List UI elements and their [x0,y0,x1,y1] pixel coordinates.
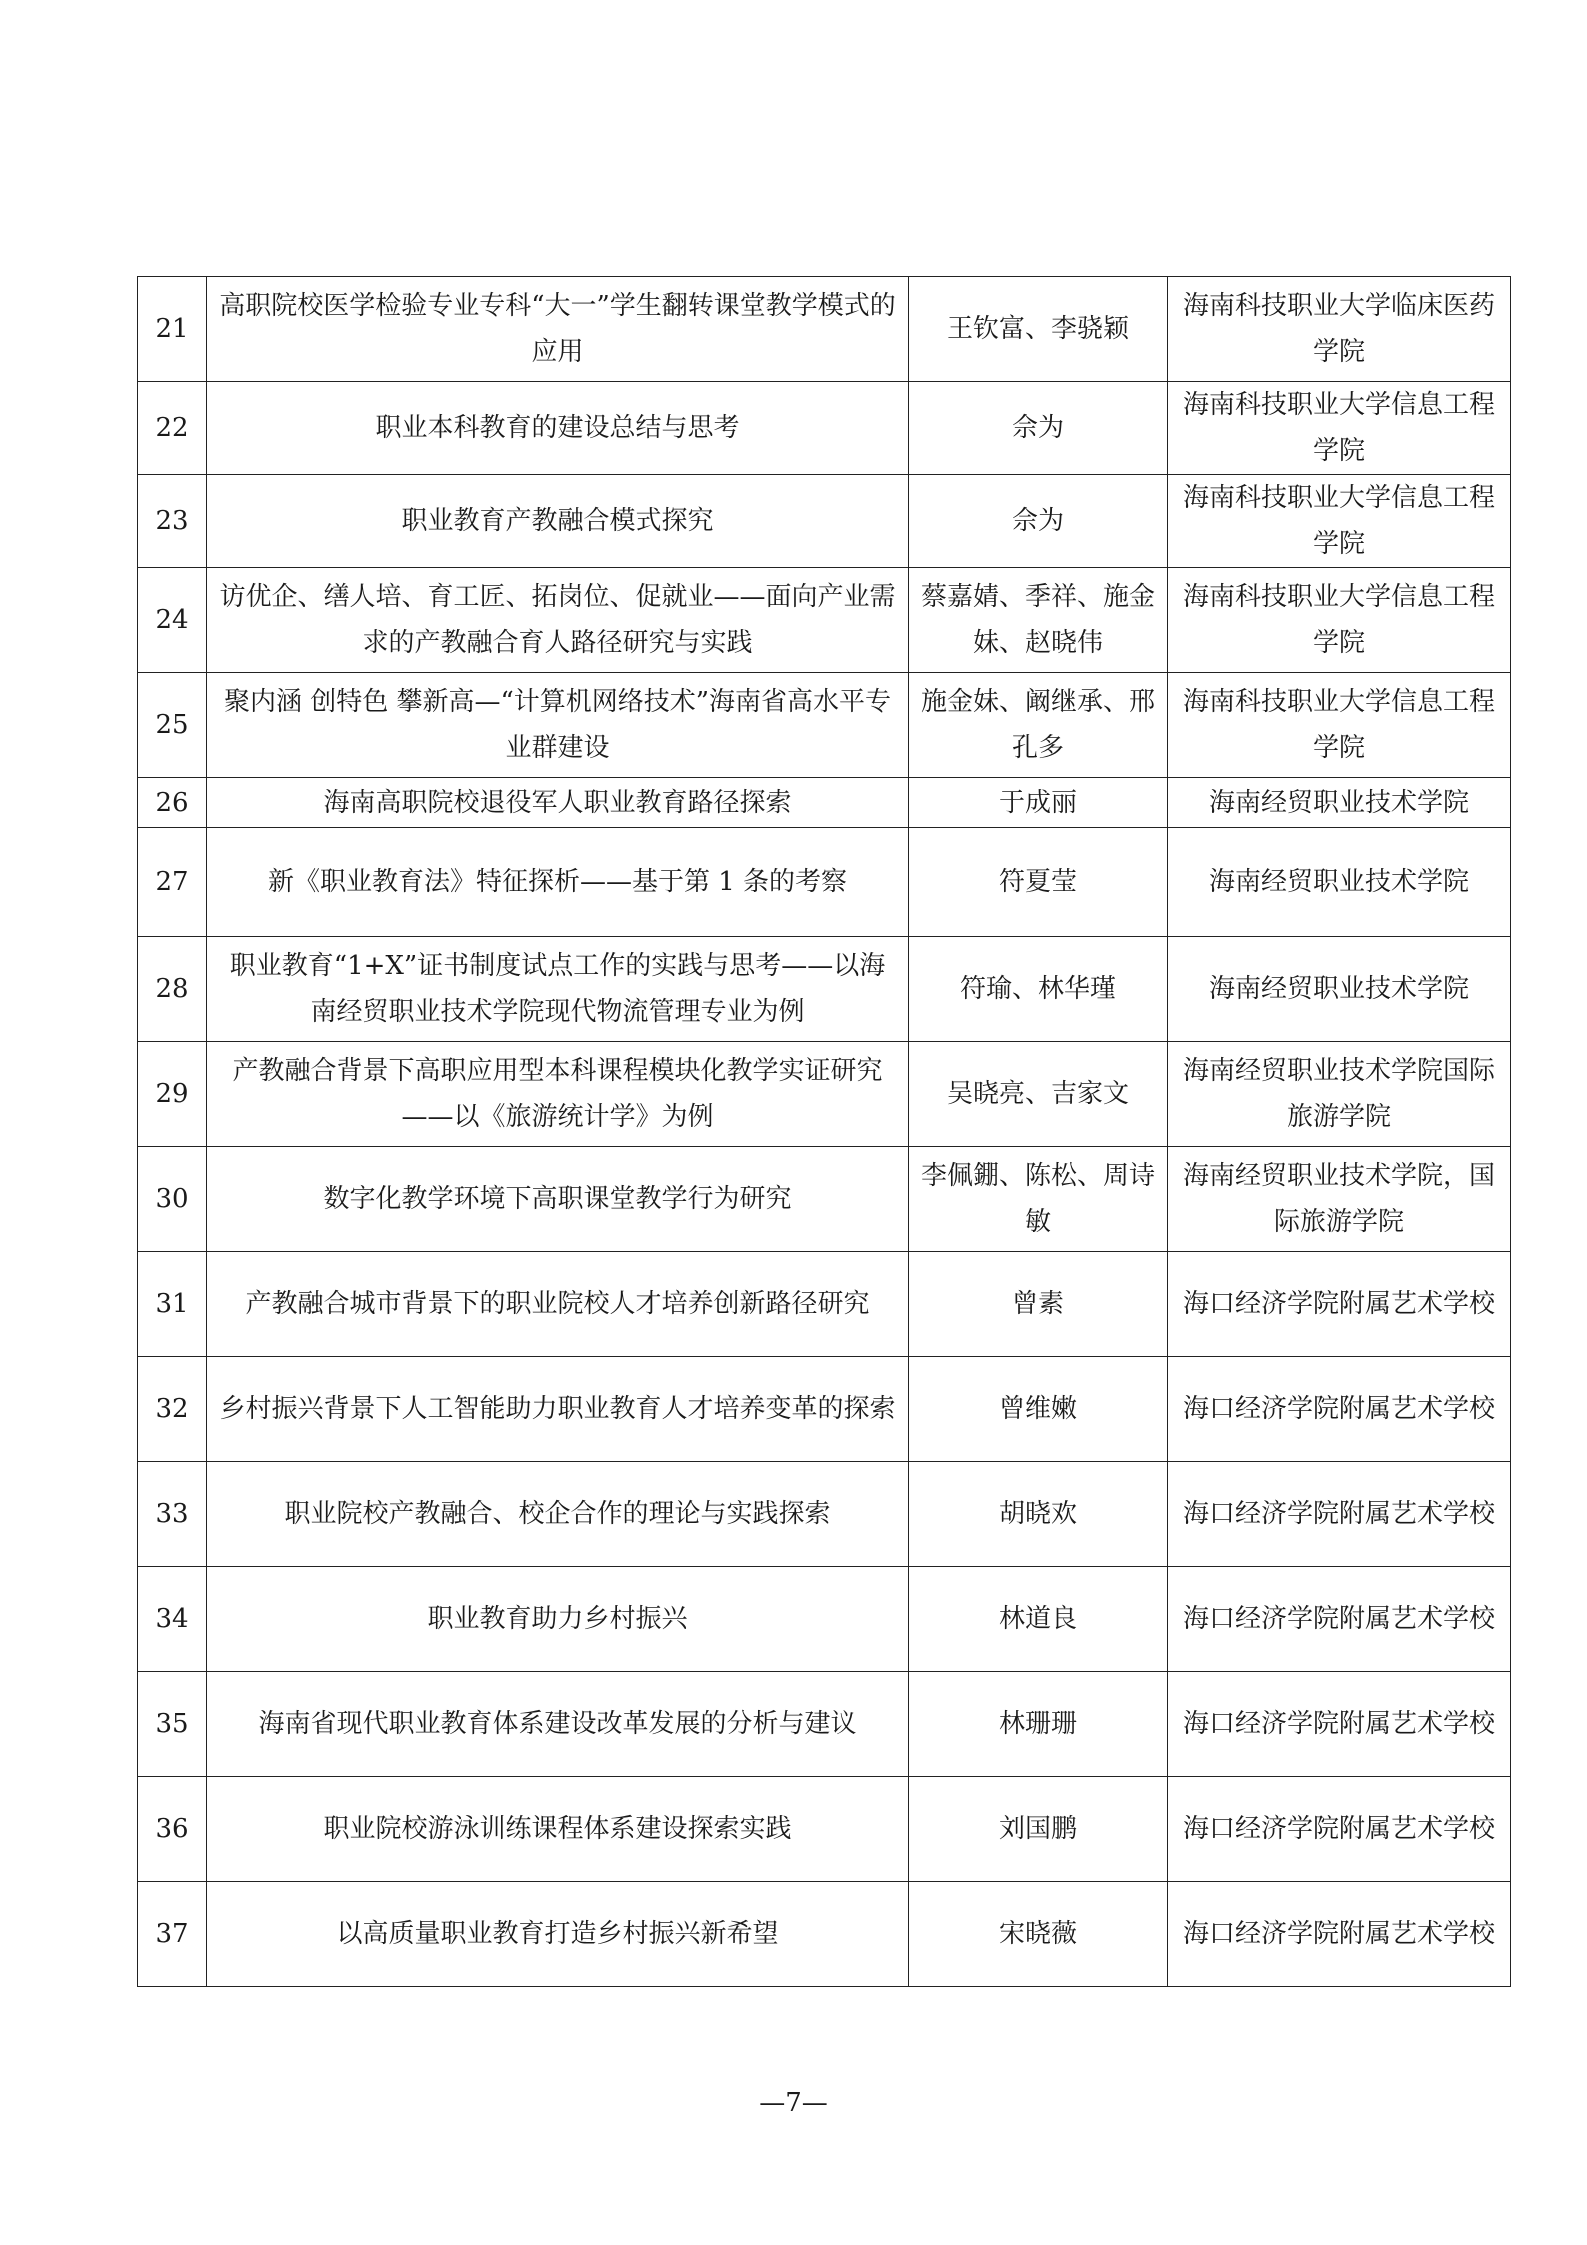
project-title: 数字化教学环境下高职课堂教学行为研究 [207,1147,909,1252]
project-unit: 海口经济学院附属艺术学校 [1168,1567,1511,1672]
table-row [138,382,1511,475]
project-title: 职业教育产教融合模式探究 [207,475,909,568]
project-title: 产教融合背景下高职应用型本科课程模块化教学实证研究——以《旅游统计学》为例 [207,1042,909,1147]
project-title: 职业院校产教融合、校企合作的理论与实践探索 [207,1462,909,1567]
project-unit: 海口经济学院附属艺术学校 [1168,1357,1511,1462]
table-row [138,1567,1511,1672]
row-number: 28 [138,937,207,1042]
table-row [138,828,1511,937]
project-unit: 海口经济学院附属艺术学校 [1168,1777,1511,1882]
row-number: 36 [138,1777,207,1882]
table-row [138,1357,1511,1462]
project-title: 聚内涵 创特色 攀新高—“计算机网络技术”海南省高水平专业群建设 [207,673,909,778]
project-title: 职业教育助力乡村振兴 [207,1567,909,1672]
project-title: 职业院校游泳训练课程体系建设探索实践 [207,1777,909,1882]
row-number: 32 [138,1357,207,1462]
project-author: 曾素 [909,1252,1168,1357]
table-row [138,937,1511,1042]
project-unit: 海口经济学院附属艺术学校 [1168,1882,1511,1987]
project-list-table [137,276,1511,1987]
project-author: 佘为 [909,382,1168,475]
table-row [138,1042,1511,1147]
project-author: 符瑜、林华瑾 [909,937,1168,1042]
project-author: 林道良 [909,1567,1168,1672]
project-title: 高职院校医学检验专业专科“大一”学生翻转课堂教学模式的应用 [207,277,909,382]
row-number: 30 [138,1147,207,1252]
project-author: 林珊珊 [909,1672,1168,1777]
project-title: 以高质量职业教育打造乡村振兴新希望 [207,1882,909,1987]
page-number: —7— [759,2088,828,2118]
table-row [138,568,1511,673]
table-row [138,1777,1511,1882]
project-title: 产教融合城市背景下的职业院校人才培养创新路径研究 [207,1252,909,1357]
table-body [138,277,1511,1987]
row-number: 31 [138,1252,207,1357]
table-row [138,1672,1511,1777]
project-unit: 海口经济学院附属艺术学校 [1168,1672,1511,1777]
project-unit: 海口经济学院附属艺术学校 [1168,1252,1511,1357]
project-author: 刘国鹏 [909,1777,1168,1882]
row-number: 25 [138,673,207,778]
project-unit: 海南科技职业大学信息工程学院 [1168,475,1511,568]
row-number: 26 [138,778,207,828]
project-unit: 海南经贸职业技术学院 [1168,937,1511,1042]
project-author: 施金妹、阚继承、邢孔多 [909,673,1168,778]
project-title: 新《职业教育法》特征探析——基于第 1 条的考察 [207,828,909,937]
project-author: 符夏莹 [909,828,1168,937]
project-author: 于成丽 [909,778,1168,828]
project-author: 曾维嫩 [909,1357,1168,1462]
project-unit: 海南科技职业大学临床医药学院 [1168,277,1511,382]
project-title: 职业教育“1+X”证书制度试点工作的实践与思考——以海南经贸职业技术学院现代物流管理专业为例 [207,937,909,1042]
row-number: 37 [138,1882,207,1987]
table-row [138,1462,1511,1567]
project-author: 吴晓亮、吉家文 [909,1042,1168,1147]
project-unit: 海口经济学院附属艺术学校 [1168,1462,1511,1567]
project-unit: 海南经贸职业技术学院 [1168,828,1511,937]
row-number: 23 [138,475,207,568]
project-unit: 海南经贸职业技术学院 [1168,778,1511,828]
project-unit: 海南科技职业大学信息工程学院 [1168,568,1511,673]
row-number: 34 [138,1567,207,1672]
row-number: 24 [138,568,207,673]
table-row [138,475,1511,568]
project-author: 蔡嘉婧、季祥、施金妹、赵晓伟 [909,568,1168,673]
project-unit: 海南经贸职业技术学院，国际旅游学院 [1168,1147,1511,1252]
project-title: 访优企、缮人培、育工匠、拓岗位、促就业——面向产业需求的产教融合育人路径研究与实践 [207,568,909,673]
row-number: 22 [138,382,207,475]
project-unit: 海南经贸职业技术学院国际旅游学院 [1168,1042,1511,1147]
project-unit: 海南科技职业大学信息工程学院 [1168,382,1511,475]
project-author: 佘为 [909,475,1168,568]
project-author: 宋晓薇 [909,1882,1168,1987]
project-title: 乡村振兴背景下人工智能助力职业教育人才培养变革的探索 [207,1357,909,1462]
table-row [138,673,1511,778]
table-row [138,1147,1511,1252]
row-number: 33 [138,1462,207,1567]
project-author: 王钦富、李骁颖 [909,277,1168,382]
row-number: 35 [138,1672,207,1777]
table-row [138,1882,1511,1987]
project-author: 李佩錋、陈松、周诗敏 [909,1147,1168,1252]
project-title: 职业本科教育的建设总结与思考 [207,382,909,475]
project-unit: 海南科技职业大学信息工程学院 [1168,673,1511,778]
project-title: 海南省现代职业教育体系建设改革发展的分析与建议 [207,1672,909,1777]
project-author: 胡晓欢 [909,1462,1168,1567]
row-number: 27 [138,828,207,937]
table-row [138,277,1511,382]
row-number: 29 [138,1042,207,1147]
table-row [138,1252,1511,1357]
row-number: 21 [138,277,207,382]
project-title: 海南高职院校退役军人职业教育路径探索 [207,778,909,828]
table-row [138,778,1511,828]
